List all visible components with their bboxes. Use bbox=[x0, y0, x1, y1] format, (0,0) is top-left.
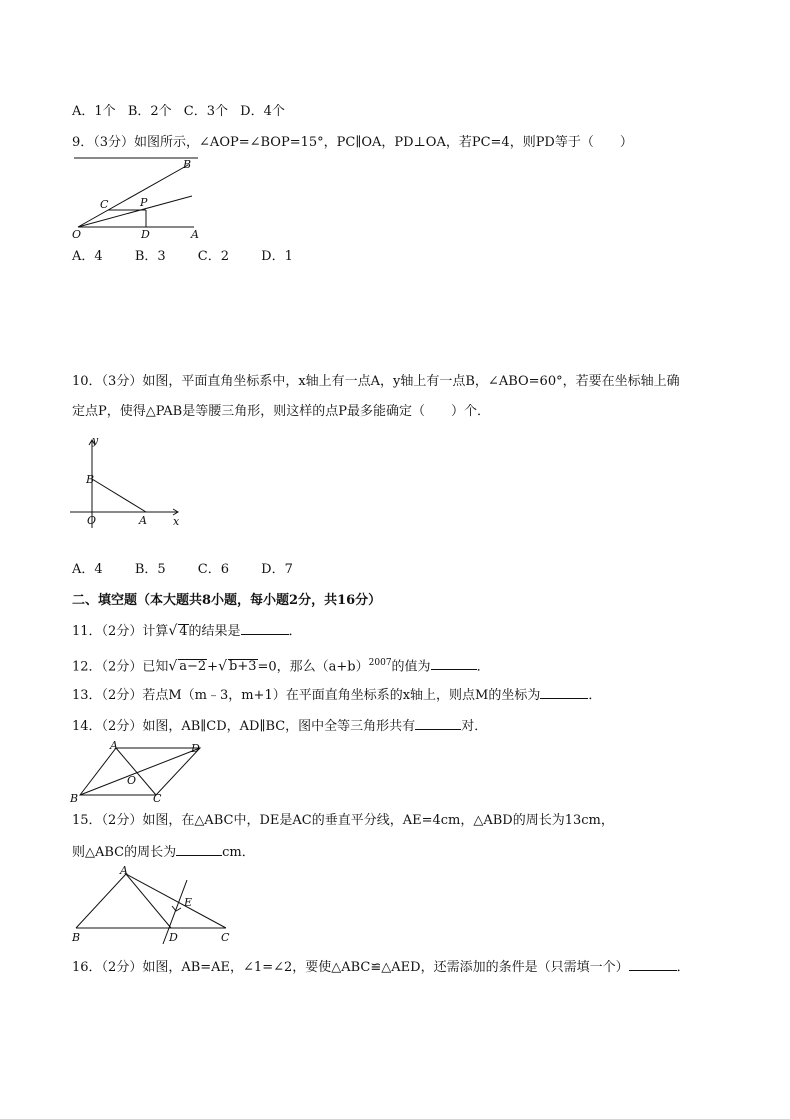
q13 bbox=[72, 686, 601, 705]
q10-label-x: x bbox=[173, 515, 180, 528]
q12-exponent: 2007 bbox=[368, 658, 392, 668]
q13-answer-blank[interactable] bbox=[540, 686, 588, 699]
q9-label-p: P bbox=[140, 196, 148, 209]
q8-option-c: C．3个 bbox=[183, 104, 228, 119]
q10-option-a: A．4 bbox=[72, 562, 103, 577]
q10-label-a: A bbox=[139, 514, 147, 527]
q14-answer-blank[interactable] bbox=[415, 717, 461, 730]
q15-figure bbox=[68, 866, 236, 946]
q15-label-c: C bbox=[221, 931, 230, 944]
q15-line2-prefix: 则△ABC的周长为 bbox=[72, 845, 177, 860]
q13-text: 13．（2分）若点M（m﹣3，m+1）在平面直角坐标系的x轴上，则点M的坐标为 bbox=[72, 688, 541, 703]
q14-label-d: D bbox=[191, 742, 200, 755]
q14 bbox=[72, 717, 487, 736]
q14-label-c: C bbox=[153, 792, 162, 805]
q9-option-d: D．1 bbox=[261, 249, 293, 264]
q9-label-b: B bbox=[183, 158, 192, 171]
sqrt-icon: √ bbox=[168, 658, 178, 675]
q12 bbox=[72, 654, 490, 676]
q9-label-c: C bbox=[100, 198, 109, 211]
section-title-fill-in: 二、填空题（本大题共8小题，每小题2分，共16分） bbox=[72, 593, 382, 608]
q11 bbox=[72, 622, 302, 641]
q10-option-d: D．7 bbox=[261, 562, 293, 577]
q12-plus: + bbox=[207, 659, 219, 675]
q15-label-a: A bbox=[120, 864, 128, 877]
q9-figure bbox=[70, 156, 205, 241]
q11-radicand: 4 bbox=[179, 624, 188, 639]
q10-stem-line1: 10．（3分）如图，平面直角坐标系中，x轴上有一点A，y轴上有一点B，∠ABO=60°，若要在坐标轴上确 bbox=[72, 374, 680, 389]
sqrt-icon: √ bbox=[218, 658, 227, 675]
q14-figure bbox=[68, 740, 208, 806]
sqrt-icon: √ bbox=[168, 623, 178, 639]
q14-label-a: A bbox=[110, 739, 118, 752]
q8-option-d: D．4个 bbox=[240, 104, 285, 119]
q11-prefix: 11．（2分）计算 bbox=[72, 624, 169, 639]
q9-stem: 9．（3分）如图所示，∠AOP=∠BOP=15°，PC∥OA，PD⊥OA，若PC=4，则PD等于（ ） bbox=[72, 135, 633, 150]
q15-line2-end: cm． bbox=[222, 845, 255, 860]
q10-label-y: y bbox=[92, 434, 99, 447]
q10-option-c: C．6 bbox=[197, 562, 229, 577]
q10-label-o: O bbox=[87, 514, 97, 527]
q8-options bbox=[72, 103, 293, 121]
q14-end: 对． bbox=[461, 719, 488, 734]
q9-options bbox=[72, 248, 321, 266]
q16-end: ． bbox=[676, 960, 690, 975]
q8-option-a: A．1个 bbox=[72, 104, 116, 119]
q9-label-a: A bbox=[191, 228, 199, 241]
q12-radicand-2: b+3 bbox=[229, 659, 257, 675]
q16 bbox=[72, 958, 690, 977]
q13-end: ． bbox=[588, 688, 602, 703]
q12-prefix: 12．（2分）已知 bbox=[72, 659, 169, 675]
q12-suffix: 的值为 bbox=[391, 659, 431, 675]
q15-label-e: E bbox=[184, 896, 193, 909]
q12-mid: =0，那么（a+b） bbox=[257, 659, 369, 675]
q14-label-o: O bbox=[127, 774, 137, 787]
q10-options bbox=[72, 561, 321, 579]
q16-answer-blank[interactable] bbox=[629, 958, 677, 971]
q10-figure bbox=[66, 432, 186, 532]
q9-option-a: A．4 bbox=[72, 249, 103, 264]
q12-end: ． bbox=[476, 659, 490, 675]
q10-label-b: B bbox=[86, 473, 95, 486]
q16-text: 16．（2分）如图，AB=AE，∠1=∠2，要使△ABC≌△AED，还需添加的条件是（只需填一个） bbox=[72, 960, 629, 975]
q12-radicand-1: a−2 bbox=[179, 659, 207, 675]
q10-stem-line2: 定点P，使得△PAB是等腰三角形，则这样的点P最多能确定（ ）个． bbox=[72, 404, 490, 419]
q15-answer-blank[interactable] bbox=[176, 843, 222, 856]
q15-line2 bbox=[72, 843, 255, 862]
q11-answer-blank[interactable] bbox=[241, 622, 289, 635]
q10-option-b: B．5 bbox=[134, 562, 166, 577]
q11-suffix: 的结果是 bbox=[188, 624, 241, 639]
q15-label-b: B bbox=[72, 931, 81, 944]
q15-line1: 15．（2分）如图，在△ABC中，DE是AC的垂直平分线，AE=4cm，△ABD的周长为13cm， bbox=[72, 813, 614, 828]
q12-answer-blank[interactable] bbox=[431, 657, 477, 670]
q15-label-d: D bbox=[169, 931, 178, 944]
q9-label-o: O bbox=[72, 228, 82, 241]
q9-label-d: D bbox=[141, 228, 150, 241]
q9-option-b: B．3 bbox=[134, 249, 166, 264]
q8-option-b: B．2个 bbox=[127, 104, 172, 119]
q11-end: ． bbox=[288, 624, 302, 639]
q14-text: 14．（2分）如图，AB∥CD，AD∥BC，图中全等三角形共有 bbox=[72, 719, 416, 734]
q9-option-c: C．2 bbox=[197, 249, 229, 264]
q14-label-b: B bbox=[70, 792, 79, 805]
